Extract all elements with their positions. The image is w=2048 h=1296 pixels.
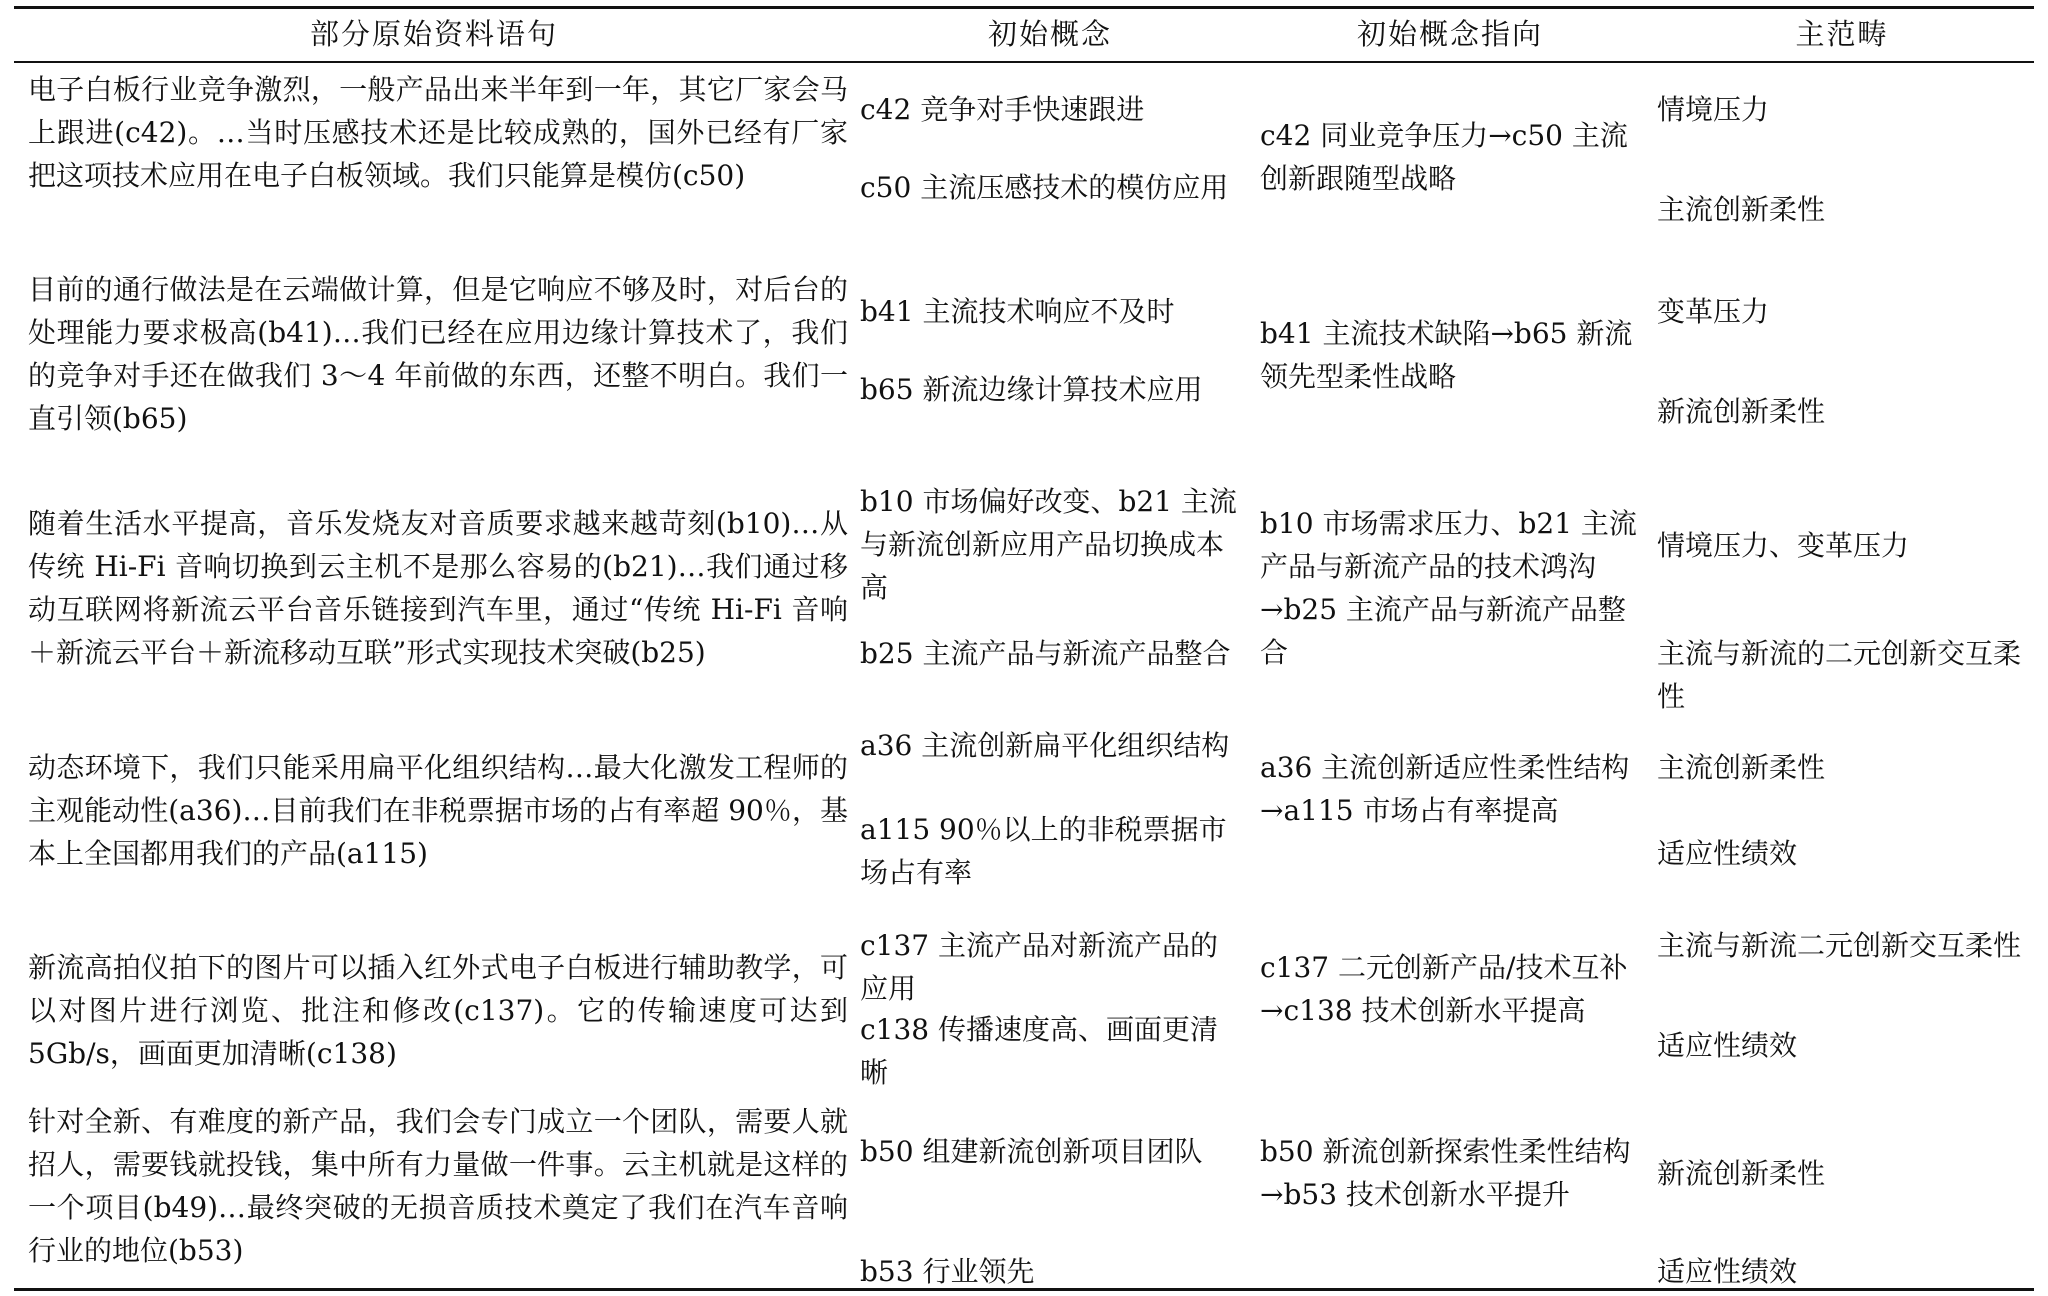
header-initial-concepts: 初始概念 (987, 17, 1112, 51)
header-concept-direction: 初始概念指向 (1356, 17, 1543, 51)
initial-concept: c138 传播速度高、画面更清晰 (860, 1013, 1219, 1089)
main-category: 适应性绩效 (1657, 1029, 1798, 1062)
concept-direction: b50 新流创新探索性柔性结构→b53 技术创新水平提升 (1260, 1135, 1631, 1211)
table-bottom-rule (14, 1288, 2034, 1291)
main-category: 主流创新柔性 (1657, 193, 1826, 226)
initial-concept: b50 组建新流创新项目团队 (860, 1135, 1203, 1168)
header-source-statements: 部分原始资料语句 (309, 17, 558, 51)
source-statement: 针对全新、有难度的新产品，我们会专门成立一个团队，需要人就招人，需要钱就投钱，集中所有力量做一件事。云主机就是这样的一个项目(b49)…最终突破的无损音质技术奠定了我们在汽车音响行业的地位(b53) (28, 1105, 848, 1267)
main-category: 变革压力 (1657, 295, 1770, 328)
concept-direction: b10 市场需求压力、b21 主流产品与新流产品的技术鸿沟→b25 主流产品与新流产品整合 (1260, 507, 1637, 669)
main-category: 情境压力、变革压力 (1657, 529, 1910, 562)
source-statement: 目前的通行做法是在云端做计算，但是它响应不够及时，对后台的处理能力要求极高(b41)…我们已经在应用边缘计算技术了，我们的竞争对手还在做我们 3～4 年前做的东西，还整不明白。我们一直引领(b65) (28, 273, 848, 435)
main-category: 主流与新流的二元创新交互柔性 (1657, 637, 2022, 713)
header-main-category: 主范畴 (1795, 17, 1889, 51)
table-top-rule (14, 6, 2034, 9)
concept-direction: c137 二元创新产品/技术互补→c138 技术创新水平提高 (1260, 951, 1628, 1027)
table-header-rule (14, 61, 2034, 63)
main-category: 新流创新柔性 (1657, 1157, 1826, 1190)
initial-concept: b53 行业领先 (860, 1255, 1035, 1288)
main-category: 适应性绩效 (1657, 1255, 1798, 1288)
source-statement: 新流高拍仪拍下的图片可以插入红外式电子白板进行辅助教学，可以对图片进行浏览、批注和修改(c137)。它的传输速度可达到 5Gb/s，画面更加清晰(c138) (28, 951, 848, 1070)
source-statement: 电子白板行业竞争激烈，一般产品出来半年到一年，其它厂家会马上跟进(c42)。…当时压感技术还是比较成熟的，国外已经有厂家把这项技术应用在电子白板领域。我们只能算是模仿(c50) (28, 73, 848, 192)
initial-concept: c50 主流压感技术的模仿应用 (860, 171, 1229, 204)
main-category: 适应性绩效 (1657, 837, 1798, 870)
initial-concept: c137 主流产品对新流产品的应用 (860, 929, 1219, 1005)
initial-concept: b65 新流边缘计算技术应用 (860, 373, 1203, 406)
main-category: 新流创新柔性 (1657, 395, 1826, 428)
initial-concept: a115 90％以上的非税票据市场占有率 (860, 813, 1227, 889)
initial-concept: b25 主流产品与新流产品整合 (860, 637, 1231, 670)
initial-concept: b41 主流技术响应不及时 (860, 295, 1175, 328)
initial-concept: c42 竞争对手快速跟进 (860, 93, 1145, 126)
concept-direction: a36 主流创新适应性柔性结构→a115 市场占有率提高 (1260, 751, 1630, 827)
concept-direction: c42 同业竞争压力→c50 主流创新跟随型战略 (1260, 119, 1628, 195)
source-statement: 动态环境下，我们只能采用扁平化组织结构…最大化激发工程师的主观能动性(a36)…目前我们在非税票据市场的占有率超 90％，基本上全国都用我们的产品(a115) (28, 751, 848, 870)
initial-concept: a36 主流创新扁平化组织结构 (860, 729, 1230, 762)
main-category: 情境压力 (1657, 93, 1770, 126)
main-category: 主流与新流二元创新交互柔性 (1657, 929, 2022, 962)
initial-concept: b10 市场偏好改变、b21 主流与新流创新应用产品切换成本高 (860, 485, 1237, 604)
main-category: 主流创新柔性 (1657, 751, 1826, 784)
source-statement: 随着生活水平提高，音乐发烧友对音质要求越来越苛刻(b10)…从传统 Hi-Fi 音响切换到云主机不是那么容易的(b21)…我们通过移动互联网将新流云平台音乐链接到汽车里，通过“传统 Hi-Fi 音响＋新流云平台＋新流移动互联”形式实现技术突破(b25) (28, 507, 848, 669)
concept-direction: b41 主流技术缺陷→b65 新流领先型柔性战略 (1260, 317, 1633, 393)
